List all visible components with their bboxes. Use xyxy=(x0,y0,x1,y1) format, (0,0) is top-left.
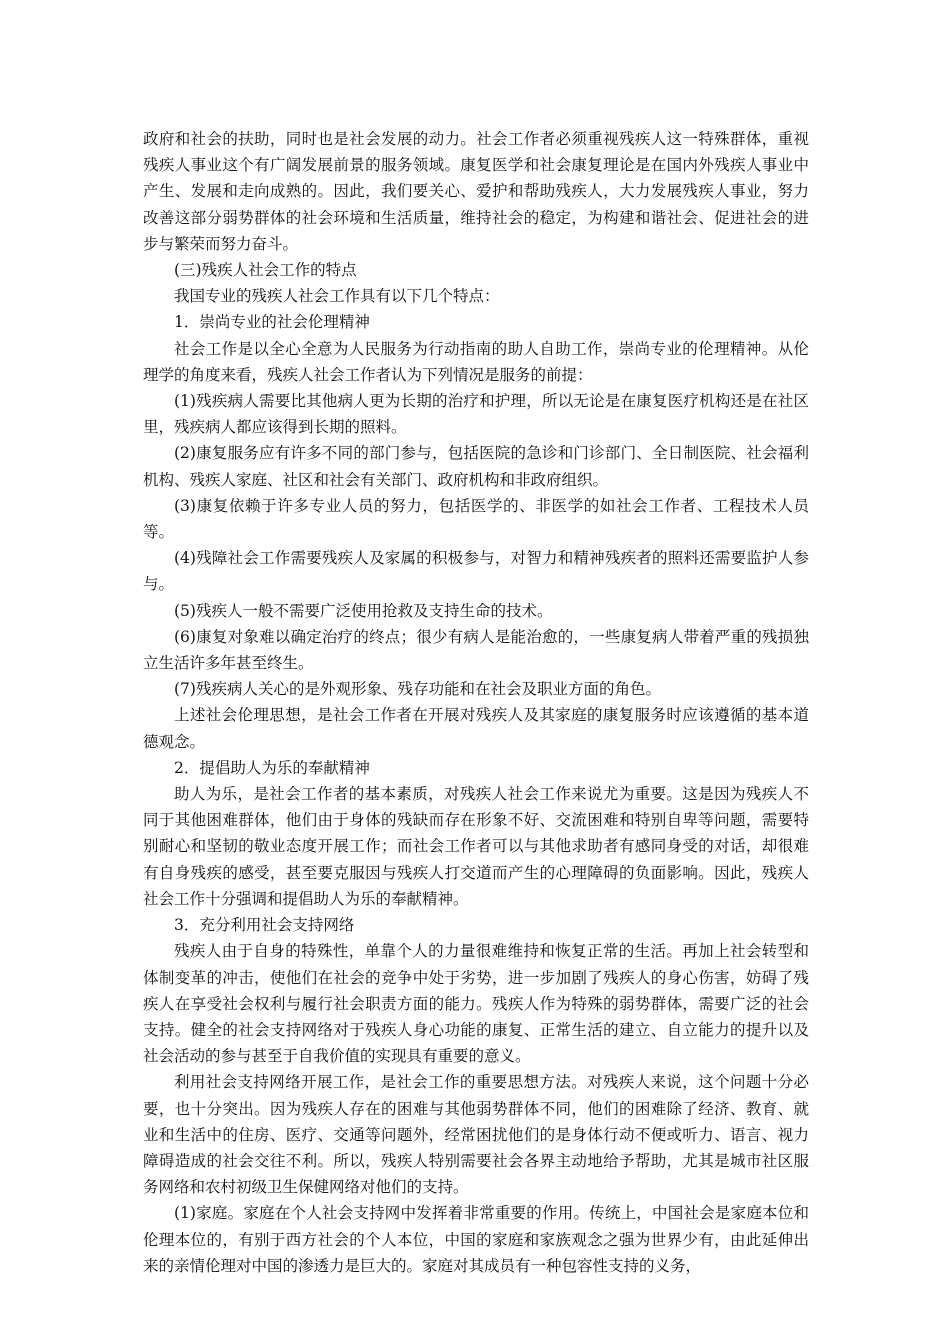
paragraph-ethics: 社会工作是以全心全意为人民服务为行动指南的助人自助工作，崇尚专业的伦理精神。从伦理学的角度来看，残疾人社会工作者认为下列情况是服务的前提： xyxy=(143,339,809,384)
subheading-ethics: 1．崇尚专业的社会伦理精神 xyxy=(174,313,370,332)
paragraph-family: (1)家庭。家庭在个人社会支持网中发挥着非常重要的作用。传统上，中国社会是家庭本位和伦理本位的，有别于西方社会的个人本位，中国的家庭和家族观念之强为世界少有，由此延伸出来的亲情伦理对中国的渗透力是巨大的。家庭对其成员有一种包容性支持的义务， xyxy=(143,1204,809,1275)
list-item-2: (2)康复服务应有许多不同的部门参与，包括医院的急诊和门诊部门、全日制医院、社会福利机构、残疾人家庭、社区和社会有关部门、政府机构和非政府组织。 xyxy=(143,444,809,489)
paragraph-support-network: 残疾人由于自身的特殊性，单靠个人的力量很难维持和恢复正常的生活。再加上社会转型和体制变革的冲击，使他们在社会的竞争中处于劣势，进一步加剧了残疾人的身心伤害，妨碍了残疾人在享受社会权利与履行社会职责方面的能力。残疾人作为特殊的弱势群体，需要广泛的社会支持。健全的社会支持网络对于残疾人身心功能的康复、正常生活的建立、自立能力的提升以及社会活动的参与甚至于自我价值的实现具有重要的意义。 xyxy=(143,942,809,1066)
list-item-4: (4)残障社会工作需要残疾人及家属的积极参与，对智力和精神残疾者的照料还需要监护人参与。 xyxy=(143,549,809,594)
list-item-3: (3)康复依赖于许多专业人员的努力，包括医学的、非医学的如社会工作者、工程技术人员等。 xyxy=(143,496,809,542)
subheading-dedication: 2．提倡助人为乐的奉献精神 xyxy=(174,758,370,777)
subheading-support-network: 3．充分利用社会支持网络 xyxy=(174,916,355,935)
list-item-6: (6)康复对象难以确定治疗的终点；很少有病人是能治愈的，一些康复病人带着严重的残损独立生活许多年甚至终生。 xyxy=(143,627,809,673)
list-item-7: (7)残疾病人关心的是外观形象、残存功能和在社会及职业方面的角色。 xyxy=(174,680,661,699)
paragraph-ethics-summary: 上述社会伦理思想，是社会工作者在开展对残疾人及其家庭的康复服务时应该遵循的基本道德观念。 xyxy=(143,706,809,751)
list-item-1: (1)残疾病人需要比其他病人更为长期的治疗和护理，所以无论是在康复医疗机构还是在社区里，残疾病人都应该得到长期的照料。 xyxy=(143,392,809,437)
paragraph-dedication: 助人为乐，是社会工作者的基本素质，对残疾人社会工作来说尤为重要。这是因为残疾人不同于其他困难群体，他们由于身体的残缺而存在形象不好、交流困难和特别自卑等问题，需要特别耐心和坚韧的敬业态度开展工作；而社会工作者可以与其他求助者有感同身受的对话，却很难有自身残疾的感受，甚至要克服因与残疾人打交道而产生的心理障碍的负面影响。因此，残疾人社会工作十分强调和提倡助人为乐的奉献精神。 xyxy=(143,785,809,908)
paragraph-support-method: 利用社会支持网络开展工作，是社会工作的重要思想方法。对残疾人来说，这个问题十分必要，也十分突出。因为残疾人存在的困难与其他弱势群体不同，他们的困难除了经济、教育、就业和生活中的住房、医疗、交通等问题外，经常困扰他们的是身体行动不便或听力、语言、视力障碍造成的社会交往不利。所以，残疾人特别需要社会各界主动地给予帮助，尤其是城市社区服务网络和农村初级卫生保健网络对他们的支持。 xyxy=(143,1073,809,1197)
document-body xyxy=(143,126,809,1279)
paragraph-continuation: 政府和社会的扶助，同时也是社会发展的动力。社会工作者必须重视残疾人这一特殊群体，重视残疾人事业这个有广阔发展前景的服务领域。康复医学和社会康复理论是在国内外残疾人事业中产生、发展和走向成熟的。因此，我们要关心、爱护和帮助残疾人，大力发展残疾人事业，努力改善这部分弱势群体的社会环境和生活质量，维持社会的稳定，为构建和谐社会、促进社会的进步与繁荣而努力奋斗。 xyxy=(143,130,809,253)
list-item-5: (5)残疾人一般不需要广泛使用抢救及支持生命的技术。 xyxy=(174,601,553,620)
paragraph-intro: 我国专业的残疾人社会工作具有以下几个特点： xyxy=(174,287,500,306)
section-heading-features: (三)残疾人社会工作的特点 xyxy=(174,261,357,280)
